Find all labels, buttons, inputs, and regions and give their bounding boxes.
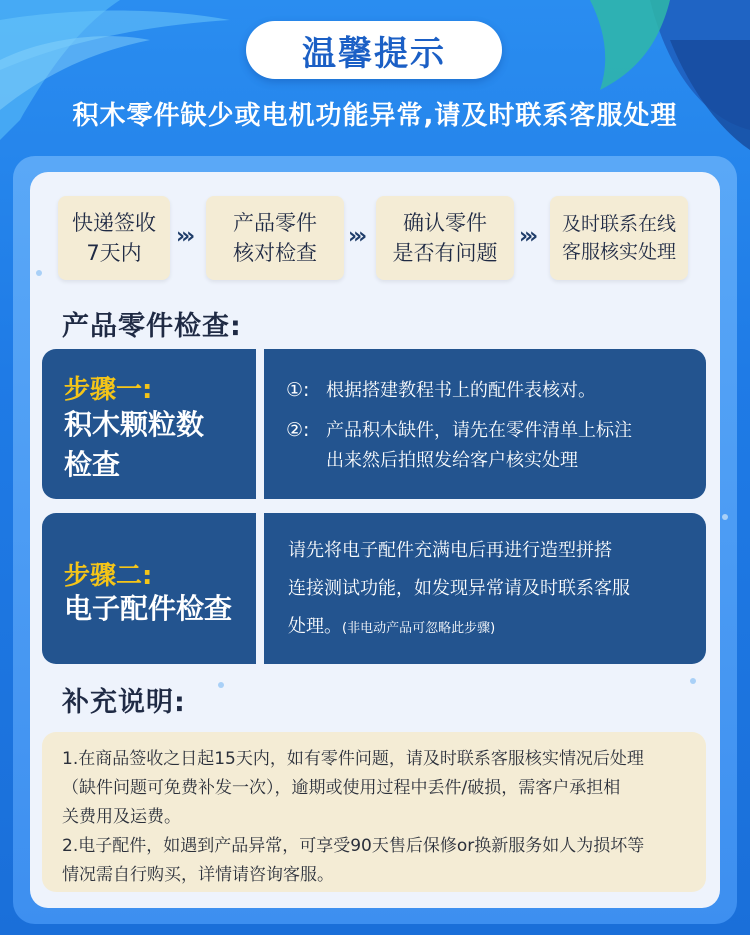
step1-item2-text-cont: 出来然后拍照发给客户核实处理	[326, 450, 578, 471]
supplement-title: 补充说明:	[62, 687, 186, 718]
step2-name: 电子配件检查	[64, 592, 233, 625]
supplement-line-2: （缺件问题可免费补发一次），逾期或使用过程中丢件/破损，需客户承担相	[62, 778, 621, 798]
step1-item2-text: 产品积木缺件，请先在零件清单上标注	[326, 420, 632, 441]
step2-line1: 请先将电子配件充满电后再进行造型拼搭	[288, 540, 612, 561]
step1-item1-number: ①:	[286, 379, 310, 401]
flow-step-check-parts: 产品零件 核对检查	[206, 196, 344, 280]
step1-content-panel	[264, 349, 706, 499]
flow-step-sign-receipt: 快递签收 7天内	[58, 196, 170, 280]
decorative-dot	[722, 514, 728, 520]
step2-content-panel	[264, 513, 706, 664]
step2-label: 步骤二:	[64, 561, 153, 591]
step1-label: 步骤一:	[64, 375, 153, 405]
page-title: 温馨提示	[246, 21, 502, 79]
supplement-line-4: 2.电子配件，如遇到产品异常，可享受90天售后保修or换新服务如人为损坏等	[62, 836, 645, 856]
step2-label-panel	[42, 513, 256, 664]
decorative-dot	[36, 270, 42, 276]
step1-item2-number: ②:	[286, 419, 310, 441]
step1-item1-text: 根据搭建教程书上的配件表核对。	[326, 380, 596, 401]
flow-arrow-icon: ›››	[348, 224, 364, 249]
supplement-line-3: 关费用及运费。	[62, 807, 181, 827]
flow-arrow-icon: ›››	[519, 224, 535, 249]
flow-arrow-icon: ›››	[176, 224, 192, 249]
page-subtitle: 积木零件缺少或电机功能异常,请及时联系客服处理	[72, 101, 678, 131]
decorative-dot	[690, 678, 696, 684]
flow-step-confirm-issue: 确认零件 是否有问题	[376, 196, 514, 280]
step2-line3	[288, 611, 495, 645]
flow-step-contact-service: 及时联系在线 客服核实处理	[550, 196, 688, 280]
step1-name: 积木颗粒数 检查	[64, 408, 205, 481]
supplement-line-5: 情况需自行购买，详情请咨询客服。	[62, 865, 334, 885]
product-check-title: 产品零件检查:	[62, 311, 242, 342]
step2-note: (非电动产品可忽略此步骤)	[342, 621, 496, 636]
step2-line2: 连接测试功能，如发现异常请及时联系客服	[288, 578, 630, 599]
step1-label-panel	[42, 349, 256, 499]
decorative-dot	[218, 682, 224, 688]
supplement-line-1: 1.在商品签收之日起15天内，如有零件问题，请及时联系客服核实情况后处理	[62, 749, 644, 769]
step2-line3-text: 处理。	[288, 616, 342, 637]
